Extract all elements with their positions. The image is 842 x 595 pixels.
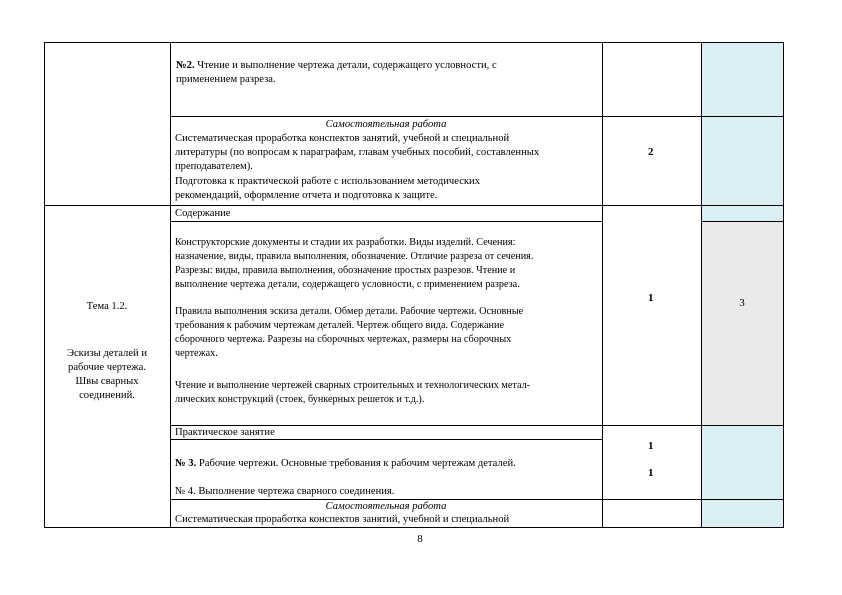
- table-top-border: [44, 42, 784, 43]
- practice-hours-1: 1: [648, 440, 654, 452]
- row-divider: [170, 221, 602, 222]
- sr1-line: литературы (по вопросам к параграфам, главам учебных пособий, составленных: [175, 147, 540, 158]
- row-divider: [170, 439, 602, 440]
- practice-2-desc: Чтение и выполнение чертежа детали, содержащего условности, с: [194, 60, 497, 71]
- practice-3-label: № 3.: [175, 458, 197, 469]
- content-title: Содержание: [175, 208, 231, 219]
- theme-name-line: рабочие чертежа.: [68, 362, 146, 373]
- content-line: Правила выполнения эскиза детали. Обмер детали. Рабочие чертежи. Основные: [175, 306, 524, 317]
- content-line: выполнение чертежа детали, содержащего условности, с применением разреза.: [175, 279, 520, 290]
- row-divider: [44, 205, 784, 206]
- col-border: [170, 42, 171, 528]
- col-border: [783, 42, 784, 528]
- practice-3-desc: Рабочие чертежи. Основные требования к рабочим чертежам деталей.: [196, 458, 516, 469]
- col-border: [701, 42, 702, 528]
- sr1-hours: 2: [648, 146, 654, 158]
- content-line: лических конструкций (стоек, бункерных решеток и т.д.).: [175, 394, 425, 405]
- col-border: [44, 42, 45, 528]
- row-divider: [170, 116, 784, 117]
- theme-name-line: Эскизы деталей и: [66, 348, 148, 359]
- level-cell-sr1: [701, 117, 783, 205]
- practice-2-label: №2.: [176, 60, 195, 71]
- practice-4: № 4. Выполнение чертежа сварного соединения.: [175, 486, 395, 497]
- theme-name-line: соединений.: [79, 390, 135, 401]
- practice-title: Практическое занятие: [175, 427, 275, 438]
- sr2-line: Систематическая проработка конспектов занятий, учебной и специальной: [175, 514, 510, 525]
- content-hours: 1: [648, 292, 654, 304]
- practice-hours-2: 1: [648, 467, 654, 479]
- sr1-line: рекомендаций, оформление отчета и подготовка к защите.: [175, 190, 438, 201]
- sr1-title: Самостоятельная работа: [325, 119, 447, 130]
- content-level: 3: [739, 297, 745, 309]
- practice-3: [175, 457, 516, 470]
- level-cell-content-header: [701, 205, 783, 221]
- sr2-title: Самостоятельная работа: [325, 501, 447, 512]
- col-border: [602, 42, 603, 528]
- level-cell-content: [701, 221, 783, 425]
- sr1-line: Систематическая проработка конспектов занятий, учебной и специальной: [175, 133, 510, 144]
- page-number: 8: [417, 533, 423, 545]
- sr1-line: преподавателем).: [175, 161, 253, 172]
- level-cell-sr2: [701, 499, 783, 527]
- level-cell-r2: [701, 43, 783, 117]
- sr1-line: Подготовка к практической работе с использованием методических: [175, 176, 481, 187]
- content-line: требования к рабочим чертежам деталей. Чертеж общего вида. Содержание: [175, 320, 504, 331]
- table-bottom-border: [44, 527, 784, 528]
- level-cell-practice: [701, 425, 783, 499]
- content-line: сборочного чертежа. Разрезы на сборочных чертежах, размеры на сборочных: [175, 334, 512, 345]
- content-line: Конструкторские документы и стадии их разработки. Виды изделий. Сечения:: [175, 237, 516, 248]
- practice-2-text: [176, 59, 497, 72]
- content-line: назначение, виды, правила выполнения, обозначение. Отличие разреза от сечения.: [175, 251, 534, 262]
- content-line: Чтение и выполнение чертежей сварных строительных и технологических метал-: [175, 380, 531, 391]
- theme-title: Тема 1.2.: [86, 301, 128, 312]
- content-line: Разрезы: виды, правила выполнения, обозначение простых разрезов. Чтение и: [175, 265, 516, 276]
- theme-name-line: Швы сварных: [75, 376, 139, 387]
- row-divider: [701, 221, 784, 222]
- practice-2-text-cont: применением разреза.: [176, 74, 276, 85]
- content-line: чертежах.: [175, 348, 218, 359]
